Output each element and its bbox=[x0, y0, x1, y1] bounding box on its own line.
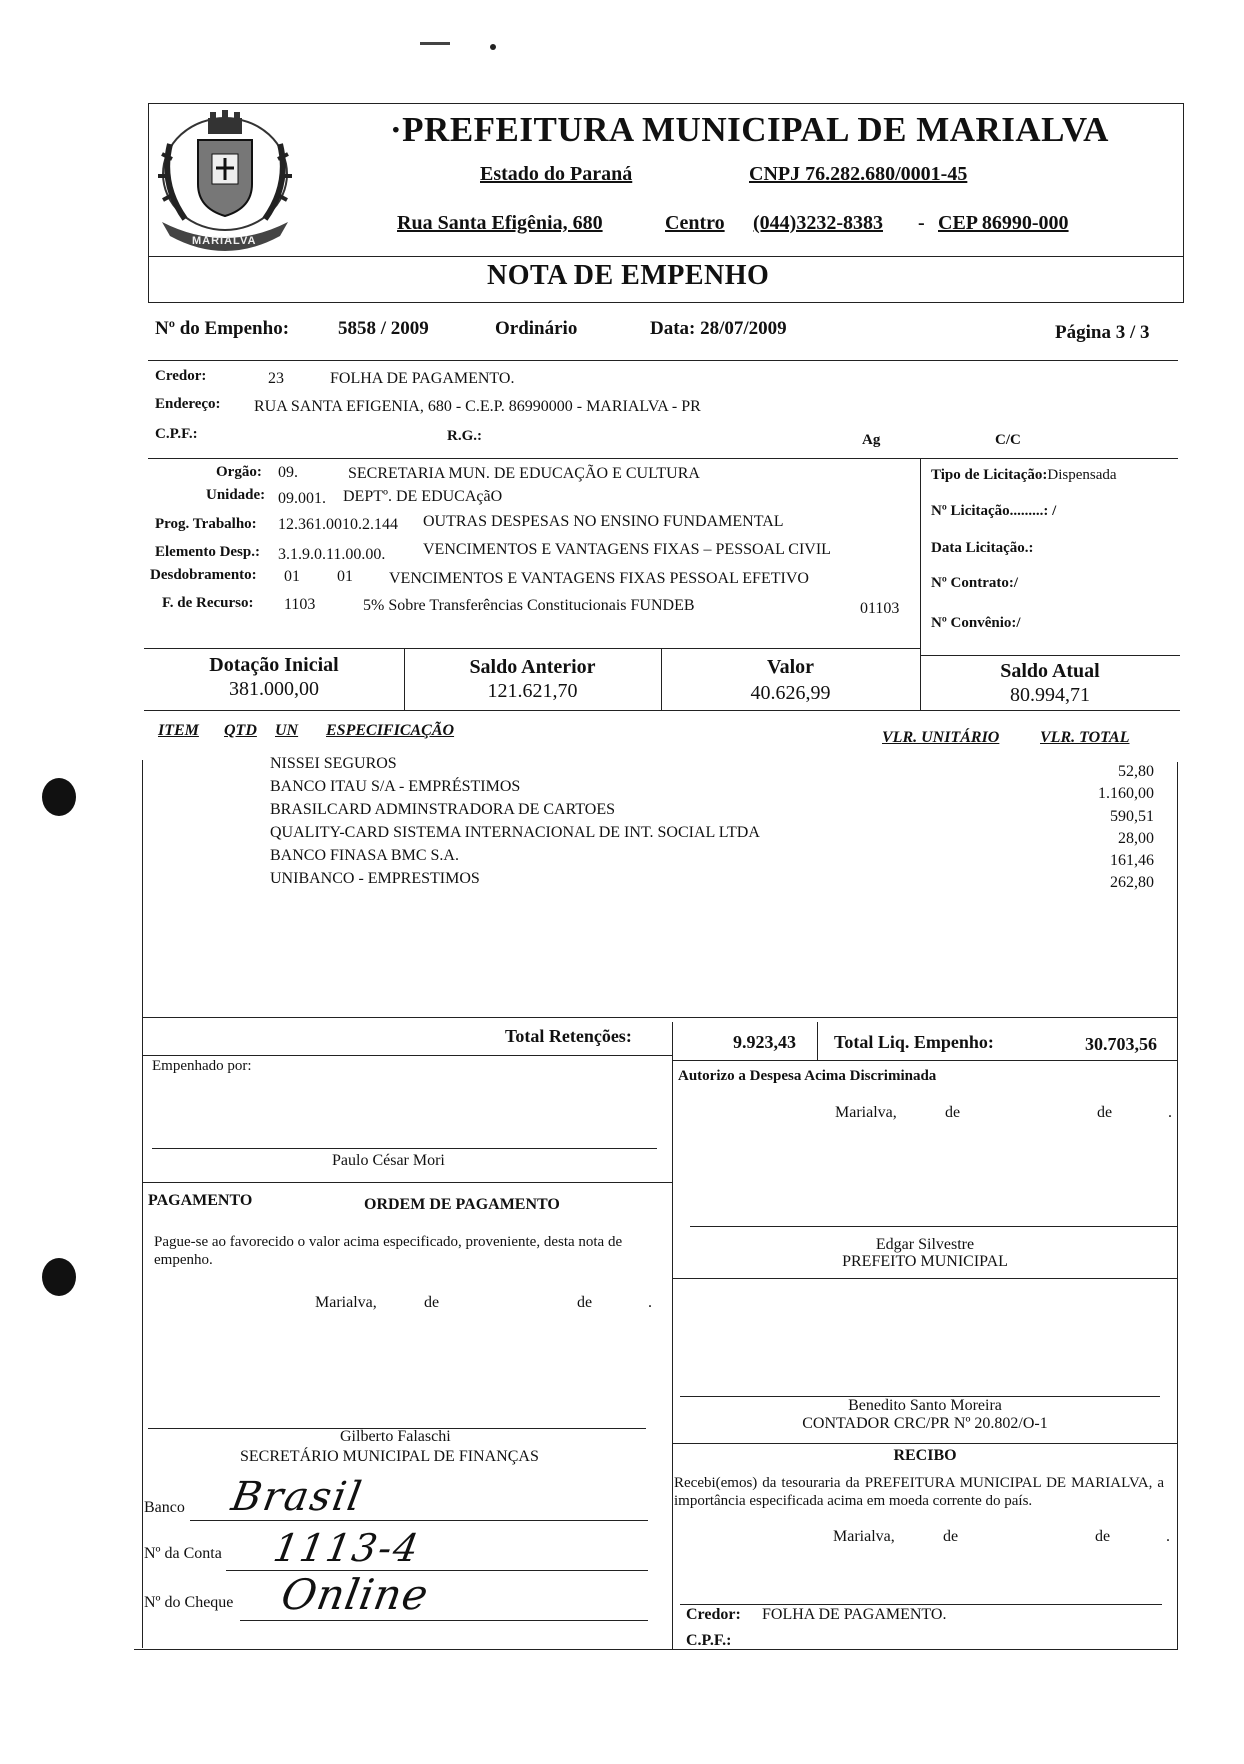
document-title: NOTA DE EMPENHO bbox=[487, 260, 770, 291]
column-header-vlr-total: VLR. TOTAL bbox=[1040, 729, 1130, 746]
cheque-label: Nº do Cheque bbox=[144, 1594, 234, 1611]
address-phone: (044)3232-8383 bbox=[753, 212, 883, 234]
municipality-title: ·PREFEITURA MUNICIPAL DE MARIALVA bbox=[390, 110, 1109, 149]
recibo-text: Recebi(emos) da tesouraria da PREFEITURA MUNICIPAL DE MARIALVA, a importância especificada acima em moeda corrente do país. bbox=[674, 1475, 1164, 1509]
dotacao-label: Dotação Inicial bbox=[209, 654, 339, 676]
banco-label: Banco bbox=[144, 1499, 185, 1516]
desdobramento-name: VENCIMENTOS E VANTAGENS FIXAS PESSOAL EFETIVO bbox=[389, 570, 809, 587]
item-total: 52,80 bbox=[1118, 763, 1154, 780]
prefeito-name: Edgar Silvestre bbox=[875, 1236, 975, 1253]
conta-handwritten: 1113-4 bbox=[270, 1526, 424, 1570]
item-description: NISSEI SEGUROS bbox=[270, 755, 397, 772]
item-total: 161,46 bbox=[1110, 852, 1154, 869]
item-description: BANCO ITAU S/A - EMPRÉSTIMOS bbox=[270, 778, 521, 795]
marialva-date-right-1: Marialva, de de . bbox=[835, 1104, 1172, 1121]
total-retencoes-value: 9.923,43 bbox=[733, 1032, 796, 1052]
address-cep: CEP 86990-000 bbox=[938, 212, 1069, 234]
recurso-code-2: 01103 bbox=[860, 600, 900, 617]
item-description: UNIBANCO - EMPRESTIMOS bbox=[270, 870, 480, 887]
total-liquido-value: 30.703,56 bbox=[1085, 1034, 1157, 1054]
secretario-name: Gilberto Falaschi bbox=[340, 1428, 451, 1445]
unidade-label: Unidade: bbox=[206, 487, 266, 503]
elemento-label: Elemento Desp.: bbox=[155, 544, 260, 560]
recibo-credor-value: FOLHA DE PAGAMENTO. bbox=[762, 1606, 947, 1623]
crest-text: MARIALVA bbox=[192, 235, 257, 247]
prog-trabalho-label: Prog. Trabalho: bbox=[155, 516, 257, 532]
dotacao-value: 381.000,00 bbox=[229, 678, 319, 700]
scan-mark bbox=[420, 42, 450, 45]
elemento-code: 3.1.9.0.11.00.00. bbox=[278, 546, 386, 563]
credor-code: 23 bbox=[268, 370, 284, 387]
orgao-label: Orgão: bbox=[216, 464, 262, 480]
desdobramento-code-1: 01 bbox=[284, 568, 300, 585]
credor-name: FOLHA DE PAGAMENTO. bbox=[330, 370, 515, 387]
orgao-name: SECRETARIA MUN. DE EDUCAÇÃO E CULTURA bbox=[348, 465, 700, 482]
prog-trabalho-name: OUTRAS DESPESAS NO ENSINO FUNDAMENTAL bbox=[423, 513, 784, 530]
item-description: BRASILCARD ADMINSTRADORA DE CARTOES bbox=[270, 801, 616, 818]
tipo-licitacao-label: Tipo de Licitação:Dispensada bbox=[931, 467, 1117, 483]
punch-hole bbox=[42, 1258, 76, 1296]
unidade-name: DEPTº. DE EDUCAçãO bbox=[343, 488, 503, 505]
page-number: Página 3 / 3 bbox=[1055, 322, 1150, 343]
empenho-date: Data: 28/07/2009 bbox=[650, 318, 787, 339]
secretario-title: SECRETÁRIO MUNICIPAL DE FINANÇAS bbox=[240, 1448, 539, 1465]
saldo-anterior-value: 121.621,70 bbox=[487, 680, 578, 702]
saldo-atual-label: Saldo Atual bbox=[1000, 660, 1100, 682]
numero-convenio: Nº Convênio:/ bbox=[931, 615, 1021, 631]
marialva-date-left: Marialva, de de . bbox=[315, 1294, 652, 1311]
credor-label: Credor: bbox=[155, 368, 207, 384]
elemento-name: VENCIMENTOS E VANTAGENS FIXAS – PESSOAL CIVIL bbox=[423, 541, 831, 558]
valor-label: Valor bbox=[766, 656, 815, 678]
item-description: BANCO FINASA BMC S.A. bbox=[270, 847, 459, 864]
empenho-label: Nº do Empenho: bbox=[155, 318, 290, 339]
column-header-un: UN bbox=[275, 722, 299, 739]
valor-value: 40.626,99 bbox=[750, 682, 831, 704]
recurso-name: 5% Sobre Transferências Constitucionais FUNDEB bbox=[363, 597, 695, 614]
prefeito-title: PREFEITO MUNICIPAL bbox=[842, 1253, 1008, 1270]
empenho-type: Ordinário bbox=[495, 318, 578, 339]
total-retencoes-label: Total Retenções: bbox=[505, 1026, 632, 1046]
city-crest-logo bbox=[150, 104, 300, 264]
address-separator: - bbox=[918, 212, 925, 234]
item-description: QUALITY-CARD SISTEMA INTERNACIONAL DE INT. SOCIAL LTDA bbox=[270, 824, 760, 841]
unidade-code: 09.001. bbox=[278, 490, 326, 507]
column-header-qtd: QTD bbox=[224, 722, 257, 739]
item-total: 590,51 bbox=[1110, 808, 1154, 825]
endereco-value: RUA SANTA EFIGENIA, 680 - C.E.P. 86990000 - MARIALVA - PR bbox=[254, 398, 701, 415]
agencia-label: Ag bbox=[862, 432, 881, 448]
banco-handwritten: Brasil bbox=[227, 1474, 367, 1520]
cpf-label: C.P.F.: bbox=[155, 426, 198, 442]
recurso-label: F. de Recurso: bbox=[162, 595, 254, 611]
item-total: 1.160,00 bbox=[1098, 785, 1154, 802]
item-total: 262,80 bbox=[1110, 874, 1154, 891]
recibo-cpf-label: C.P.F.: bbox=[686, 1632, 732, 1649]
conta-label: Nº da Conta bbox=[144, 1545, 222, 1562]
marialva-date-right-2: Marialva, de de . bbox=[833, 1528, 1170, 1545]
data-licitacao: Data Licitação.: bbox=[931, 540, 1034, 556]
total-liquido-label: Total Liq. Empenho: bbox=[834, 1032, 994, 1052]
empenhado-signatory: Paulo César Mori bbox=[332, 1152, 445, 1169]
address-district: Centro bbox=[665, 212, 725, 234]
contador-title: CONTADOR CRC/PR Nº 20.802/O-1 bbox=[802, 1415, 1048, 1432]
empenhado-label: Empenhado por: bbox=[152, 1058, 252, 1074]
desdobramento-code-2: 01 bbox=[337, 568, 353, 585]
item-total: 28,00 bbox=[1118, 830, 1154, 847]
saldo-anterior-label: Saldo Anterior bbox=[469, 656, 596, 678]
address-street: Rua Santa Efigênia, 680 bbox=[397, 212, 603, 234]
cheque-handwritten: Online bbox=[277, 1570, 433, 1619]
orgao-code: 09. bbox=[278, 464, 298, 481]
rg-label: R.G.: bbox=[447, 428, 482, 444]
saldo-atual-value: 80.994,71 bbox=[1010, 684, 1090, 706]
recibo-title: RECIBO bbox=[893, 1447, 957, 1464]
punch-hole bbox=[42, 778, 76, 816]
desdobramento-label: Desdobramento: bbox=[150, 567, 257, 583]
autorizo-label: Autorizo a Despesa Acima Discriminada bbox=[678, 1068, 937, 1084]
cnpj: CNPJ 76.282.680/0001-45 bbox=[749, 163, 968, 185]
conta-corrente-label: C/C bbox=[995, 432, 1021, 448]
scan-mark bbox=[490, 44, 496, 50]
pague-se-text: Pague-se ao favorecido o valor acima especificado, proveniente, desta nota de empenho. bbox=[154, 1234, 623, 1268]
empenho-number: 5858 / 2009 bbox=[338, 318, 429, 339]
endereco-label: Endereço: bbox=[155, 396, 221, 412]
prog-trabalho-code: 12.361.0010.2.144 bbox=[278, 516, 398, 533]
column-header-vlr-unitario: VLR. UNITÁRIO bbox=[882, 729, 1000, 746]
contador-name: Benedito Santo Moreira bbox=[848, 1397, 1002, 1414]
ordem-pagamento-label: ORDEM DE PAGAMENTO bbox=[364, 1196, 560, 1213]
recibo-credor-label: Credor: bbox=[686, 1606, 741, 1623]
numero-licitacao: Nº Licitação.........: / bbox=[931, 503, 1057, 519]
column-header-item: ITEM bbox=[158, 722, 199, 739]
pagamento-label: PAGAMENTO bbox=[148, 1192, 253, 1209]
state-name: Estado do Paraná bbox=[480, 163, 633, 185]
column-header-especificacao: ESPECIFICAÇÃO bbox=[326, 722, 455, 739]
numero-contrato: Nº Contrato:/ bbox=[931, 575, 1019, 591]
recurso-code: 1103 bbox=[284, 596, 316, 613]
